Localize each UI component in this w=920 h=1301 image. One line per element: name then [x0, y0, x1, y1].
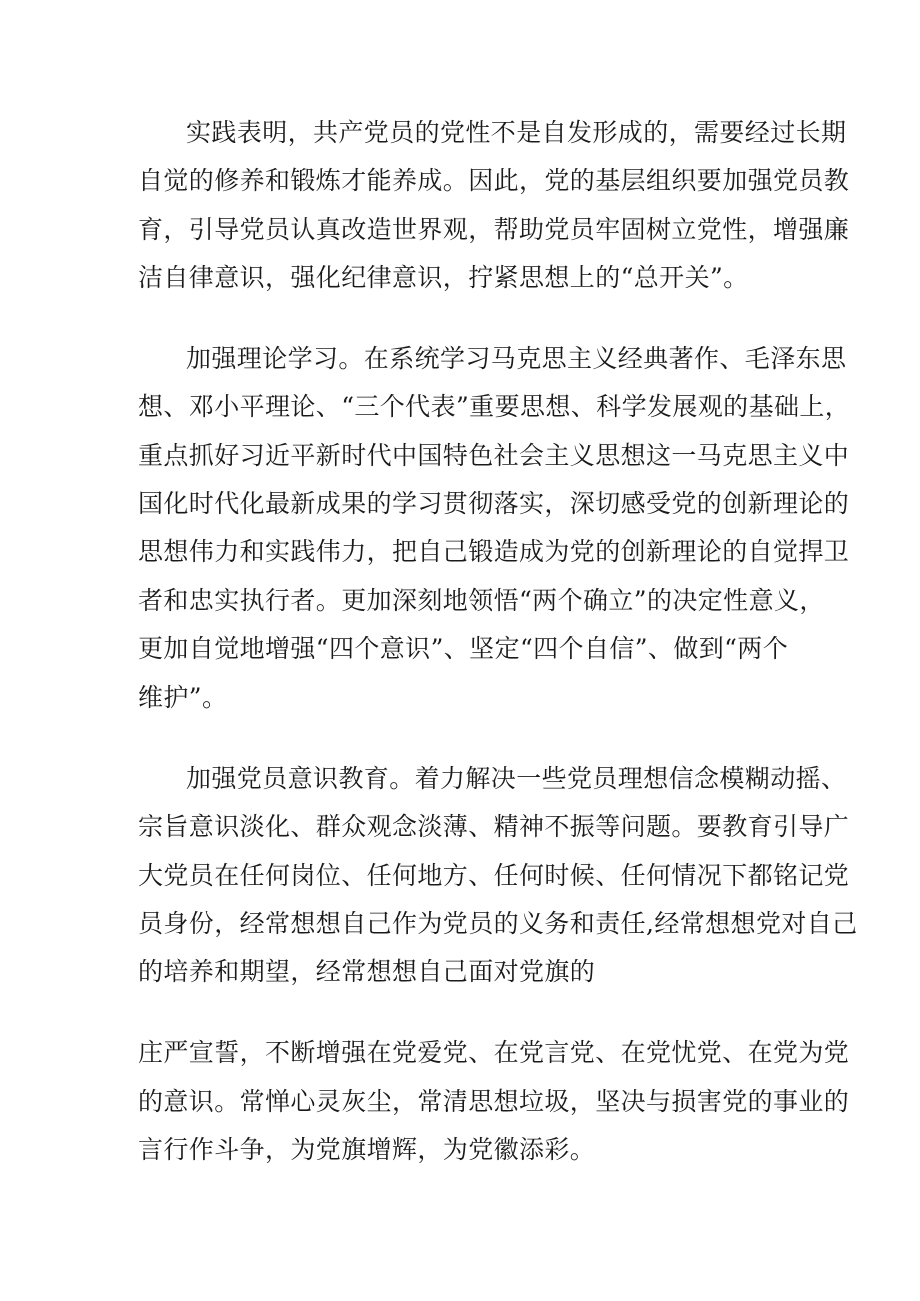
text-line: 加强党员意识教育。着力解决一些党员理想信念模糊动摇、: [186, 764, 847, 793]
text-line: 想、邓小平理论、“三个代表”重要思想、科学发展观的基础上，: [138, 392, 851, 421]
text-line: 实践表明，共产党员的党性不是自发形成的，需要经过长期: [186, 118, 847, 147]
text-line: 维护”。: [138, 683, 228, 712]
text-line: 庄严宣誓，不断增强在党爱党、在党言党、在党忧党、在党为党: [138, 1038, 850, 1067]
text-line: 的意识。常惮心灵灰尘，常清思想垃圾，坚决与损害党的事业的: [138, 1087, 850, 1116]
text-line: 员身份，经常想想自己作为党员的义务和责任,经常想想党对自己: [138, 909, 858, 938]
text-line: 自觉的修养和锻炼才能养成。因此，党的基层组织要加强党员教: [138, 166, 850, 195]
text-line: 更加自觉地增强“四个意识”、坚定“四个自信”、做到“两个: [138, 634, 789, 663]
text-line: 国化时代化最新成果的学习贯彻落实，深切感受党的创新理论的: [138, 489, 850, 518]
text-line: 者和忠实执行者。更加深刻地领悟“两个确立”的决定性意义，: [138, 586, 825, 615]
text-line: 重点抓好习近平新时代中国特色社会主义思想这一马克思主义中: [138, 441, 850, 470]
text-line: 思想伟力和实践伟力，把自己锻造成为党的创新理论的自觉捍卫: [138, 537, 850, 566]
text-line: 洁自律意识，强化纪律意识，拧紧思想上的“总开关”。: [138, 263, 749, 292]
text-line: 言行作斗争，为党旗增辉，为党徽添彩。: [138, 1135, 596, 1164]
text-line: 的培养和期望，经常想想自己面对党旗的: [138, 957, 596, 986]
text-line: 宗旨意识淡化、群众观念淡薄、精神不振等问题。要教育引导广: [138, 812, 850, 841]
text-line: 大党员在任何岗位、任何地方、任何时候、任何情况下都铭记党: [138, 861, 850, 890]
text-line: 育，引导党员认真改造世界观，帮助党员牢固树立党性，增强廉: [138, 215, 850, 244]
text-line: 加强理论学习。在系统学习马克思主义经典著作、毛泽东思: [186, 344, 847, 373]
